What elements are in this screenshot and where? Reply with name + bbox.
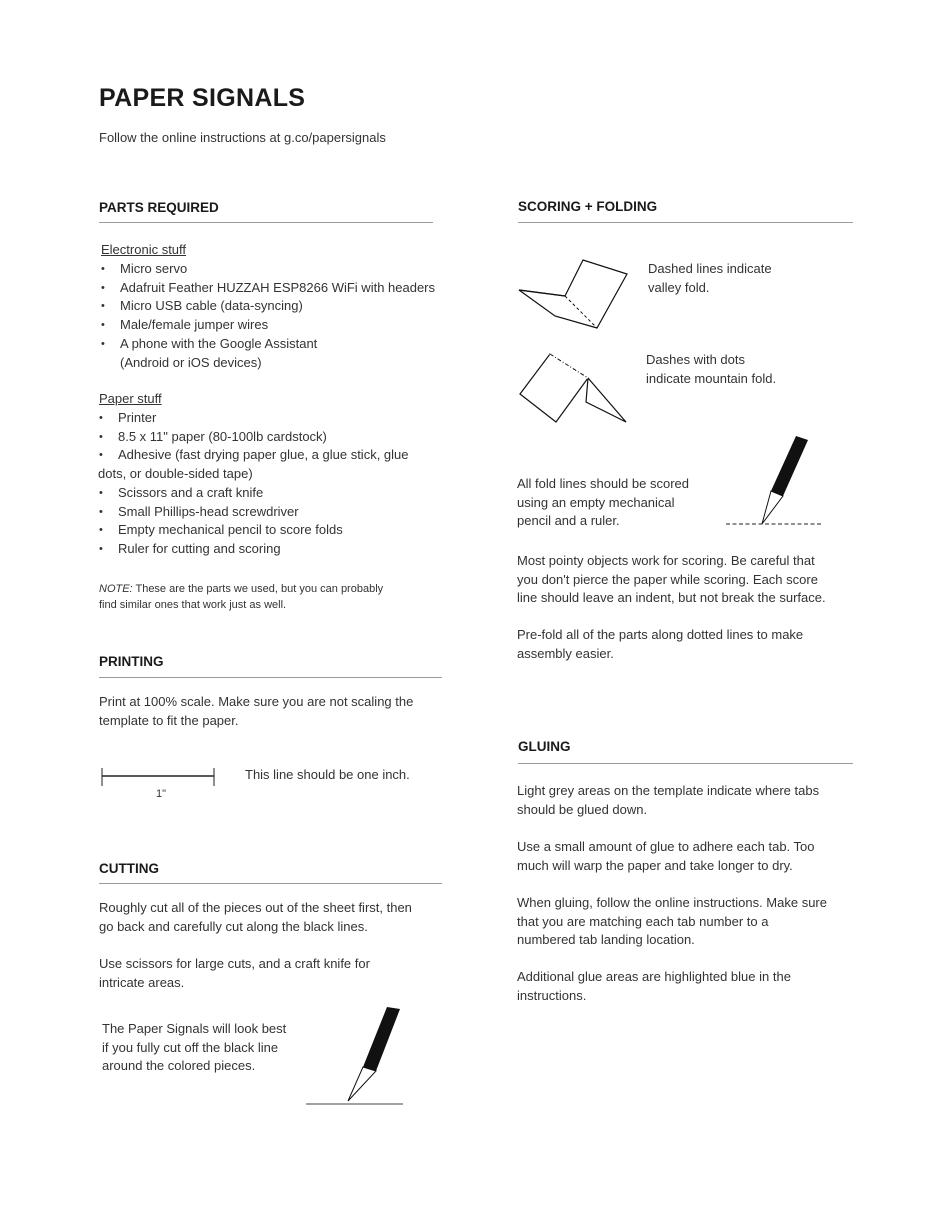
- scoring-caption-line: using an empty mechanical: [517, 494, 675, 510]
- mountain-fold-caption: [646, 351, 776, 388]
- gluing-text-line: numbered tab landing location.: [517, 932, 695, 948]
- gluing-paragraph-3: [517, 894, 827, 950]
- gluing-paragraph-1: [517, 782, 819, 819]
- paper-heading: Paper stuff: [99, 391, 162, 406]
- inch-caption: This line should be one inch.: [245, 767, 410, 782]
- electronic-item: • Male/female jumper wires: [100, 316, 460, 335]
- valley-fold-caption: [648, 260, 772, 297]
- scoring-caption: [517, 475, 689, 531]
- printing-text-line: template to fit the paper.: [99, 712, 239, 728]
- cutting-divider: [99, 883, 442, 884]
- paper-item: • Printer: [98, 409, 458, 428]
- scoring-paragraph-2: [517, 626, 803, 663]
- cutting-text-line: The Paper Signals will look best: [102, 1021, 287, 1036]
- mountain-caption-line: indicate mountain fold.: [646, 370, 777, 386]
- printing-text: [99, 693, 413, 730]
- scoring-text-line: Most pointy objects work for scoring. Be careful that: [517, 553, 815, 568]
- parts-note: [99, 581, 459, 613]
- craft-knife-icon: [300, 1005, 410, 1109]
- pencil-scoring-icon: [722, 434, 826, 530]
- gluing-paragraph-2: [517, 838, 815, 875]
- paper-item: • 8.5 x 11" paper (80-100lb cardstock): [98, 428, 458, 447]
- valley-fold-paper: [519, 260, 627, 328]
- printing-divider: [99, 677, 442, 678]
- cutting-paragraph-2: [99, 955, 370, 992]
- gluing-text-line: instructions.: [517, 987, 587, 1003]
- pencil-body: [771, 436, 808, 496]
- printing-heading: PRINTING: [99, 654, 164, 669]
- gluing-text-line: Additional glue areas are highlighted blue in the: [517, 969, 791, 984]
- cutting-paragraph-3: [102, 1020, 286, 1076]
- electronic-item: • Adafruit Feather HUZZAH ESP8266 WiFi with headers: [100, 279, 460, 298]
- cutting-text-line: if you fully cut off the black line: [102, 1039, 279, 1055]
- page-title: PAPER SIGNALS: [99, 84, 306, 112]
- paper-item: • Small Phillips-head screwdriver: [98, 503, 458, 522]
- cutting-text-line: Roughly cut all of the pieces out of the sheet first, then: [99, 900, 412, 915]
- printing-text-line: Print at 100% scale. Make sure you are not scaling the: [99, 694, 414, 709]
- scoring-caption-line: All fold lines should be scored: [517, 476, 689, 491]
- note-label: NOTE:: [99, 583, 133, 595]
- gluing-text-line: Light grey areas on the template indicate where tabs: [517, 783, 820, 798]
- electronic-list: [100, 260, 460, 372]
- mountain-caption-line: Dashes with dots: [646, 352, 745, 367]
- cutting-text-line: intricate areas.: [99, 974, 185, 990]
- mountain-fold-right-face: [586, 378, 626, 422]
- scoring-caption-line: pencil and a ruler.: [517, 513, 620, 529]
- cutting-text-line: Use scissors for large cuts, and a craft knife for: [99, 956, 370, 971]
- paper-item: • Ruler for cutting and scoring: [98, 540, 458, 559]
- electronic-item: • Micro servo: [100, 260, 460, 279]
- gluing-text-line: When gluing, follow the online instructions. Make sure: [517, 895, 827, 910]
- knife-handle: [363, 1007, 400, 1071]
- electronic-item: • A phone with the Google Assistant: [100, 335, 460, 354]
- gluing-divider: [518, 763, 853, 764]
- gluing-text-line: should be glued down.: [517, 801, 648, 817]
- knife-blade: [348, 1067, 376, 1101]
- pencil-tip: [762, 491, 783, 524]
- gluing-text-line: much will warp the paper and take longer to dry.: [517, 857, 793, 873]
- paper-item: • Scissors and a craft knife: [98, 484, 458, 503]
- mountain-fold-icon: [516, 350, 631, 428]
- cutting-heading: CUTTING: [99, 861, 159, 876]
- valley-fold-icon: [515, 256, 630, 332]
- scoring-text-line: Pre-fold all of the parts along dotted lines to make: [517, 627, 804, 642]
- mountain-fold-left-face: [520, 354, 588, 422]
- gluing-text-line: that you are matching each tab number to a: [517, 913, 769, 929]
- note-text: These are the parts we used, but you can probably: [132, 583, 384, 595]
- cutting-text-line: go back and carefully cut along the black lines.: [99, 918, 368, 934]
- valley-caption-line: valley fold.: [648, 279, 710, 295]
- scoring-heading: SCORING + FOLDING: [518, 199, 658, 214]
- cutting-text-line: around the colored pieces.: [102, 1058, 256, 1074]
- cutting-paragraph-1: [99, 899, 412, 936]
- electronic-heading: Electronic stuff: [101, 242, 187, 257]
- paper-list: [98, 409, 458, 559]
- scoring-text-line: assembly easier.: [517, 645, 614, 661]
- scoring-text-line: line should leave an indent, but not break the surface.: [517, 590, 826, 606]
- gluing-paragraph-4: [517, 968, 791, 1005]
- electronic-item-continuation: (Android or iOS devices): [120, 354, 262, 370]
- valley-caption-line: Dashed lines indicate: [648, 261, 772, 276]
- parts-heading: PARTS REQUIRED: [99, 200, 219, 215]
- scoring-divider: [518, 222, 853, 223]
- scoring-text-line: you don't pierce the paper while scoring. Each score: [517, 571, 818, 587]
- paper-item: • Adhesive (fast drying paper glue, a glue stick, glue: [98, 446, 458, 465]
- paper-item: • Empty mechanical pencil to score folds: [98, 521, 458, 540]
- scoring-paragraph-1: [517, 552, 826, 608]
- gluing-heading: GLUING: [518, 739, 571, 754]
- note-text-2: find similar ones that work just as well.: [99, 599, 287, 611]
- paper-item-continuation: dots, or double-sided tape): [98, 466, 253, 482]
- electronic-item: • Micro USB cable (data-syncing): [100, 297, 460, 316]
- parts-divider: [99, 222, 433, 223]
- gluing-text-line: Use a small amount of glue to adhere each tab. Too: [517, 839, 815, 854]
- page-subtitle: Follow the online instructions at g.co/papersignals: [99, 130, 386, 145]
- inch-label: 1": [156, 788, 167, 800]
